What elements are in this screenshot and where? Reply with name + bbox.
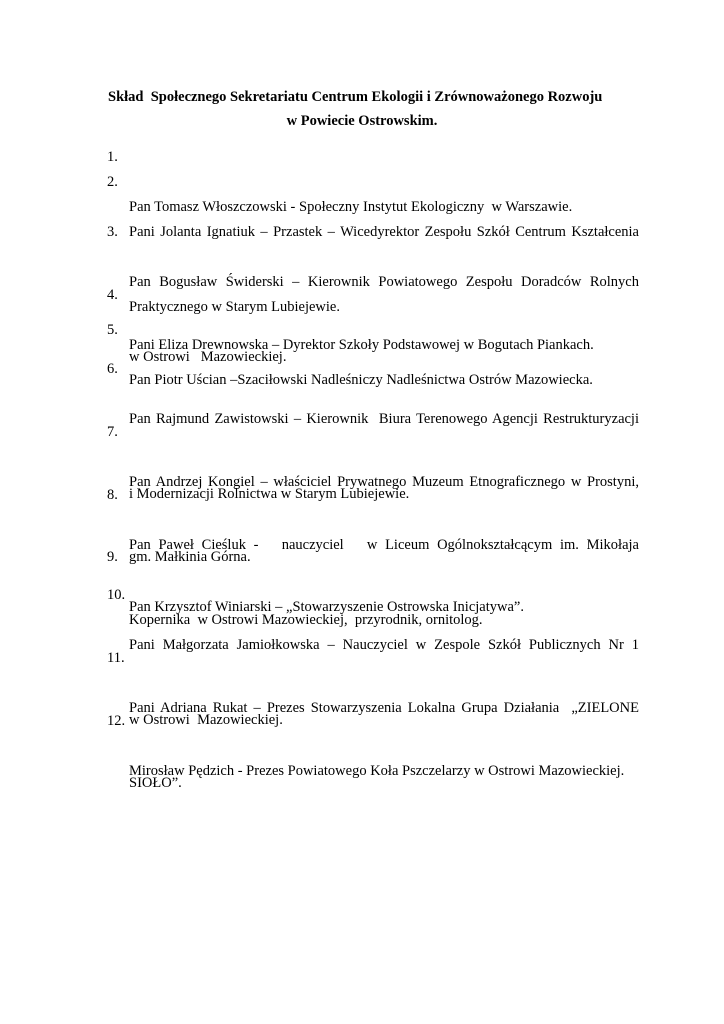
list-item-line: Pani Eliza Drewnowska – Dyrektor Szkoły Podstawowej w Bogutach Piankach. xyxy=(129,337,594,353)
document-title-line-1: Skład Społecznego Sekretariatu Centrum Ekologii i Zrównoważonego Rozwoju xyxy=(108,89,603,105)
list-item-line: gm. Małkinia Górna. xyxy=(129,549,251,565)
list-item-number: 3. xyxy=(107,224,118,240)
list-item-number: 2. xyxy=(107,174,118,190)
list-item-line: Pan Andrzej Kongiel – właściciel Prywatnego Muzeum Etnograficznego w Prostyni, xyxy=(129,474,639,490)
list-item-line: Pan Rajmund Zawistowski – Kierownik Biura Terenowego Agencji Restrukturyzacji xyxy=(129,411,639,427)
list-item-number: 6. xyxy=(107,361,118,377)
list-item-number: 8. xyxy=(107,487,118,503)
list-item-number: 9. xyxy=(107,549,118,565)
list-item-line: w Ostrowi Mazowieckiej. xyxy=(129,349,287,365)
list-item-line: Pani Adriana Rukat – Prezes Stowarzyszenia Lokalna Grupa Działania „ZIELONE xyxy=(129,700,639,716)
list-item-line: Pani Jolanta Ignatiuk – Przastek – Wicedyrektor Zespołu Szkół Centrum Kształcenia xyxy=(129,224,639,240)
list-item-number: 7. xyxy=(107,424,118,440)
list-item-line: Pan Piotr Uścian –Szaciłowski Nadleśniczy Nadleśnictwa Ostrów Mazowiecka. xyxy=(129,372,593,388)
document-title-line-2: w Powiecie Ostrowskim. xyxy=(286,113,438,129)
list-item-text xyxy=(129,709,639,834)
list-item-line: Praktycznego w Starym Lubiejewie. xyxy=(129,299,340,315)
list-item-number: 10. xyxy=(107,587,126,603)
list-item-number: 1. xyxy=(107,149,118,165)
list-item-line: Mirosław Pędzich - Prezes Powiatowego Koła Pszczelarzy w Ostrowi Mazowieckiej. xyxy=(129,763,625,779)
list-item-line: Pan Paweł Cieśluk - nauczyciel w Liceum Ogólnokształcącym im. Mikołaja xyxy=(129,537,639,553)
list-item-number: 12. xyxy=(107,713,126,729)
list-item-line: Pan Tomasz Włoszczowski - Społeczny Instytut Ekologiczny w Warszawie. xyxy=(129,199,573,215)
list-item-number: 11. xyxy=(107,650,125,666)
list-item-line: w Ostrowi Mazowieckiej. xyxy=(129,712,283,728)
list-item-12 xyxy=(107,709,639,834)
list-item-line: SIOŁO”. xyxy=(129,775,182,791)
list-item-line: Pani Małgorzata Jamiołkowska – Nauczyciel w Zespole Szkół Publicznych Nr 1 xyxy=(129,637,639,653)
list-item-number: 5. xyxy=(107,322,118,338)
list-item-line: Kopernika w Ostrowi Mazowieckiej, przyrodnik, ornitolog. xyxy=(129,612,483,628)
list-item-line: i Modernizacji Rolnictwa w Starym Lubiejewie. xyxy=(129,486,410,502)
list-item-line: Pan Krzysztof Winiarski – „Stowarzyszenie Ostrowska Inicjatywa”. xyxy=(129,599,524,615)
list-item-number: 4. xyxy=(107,287,118,303)
list-item-line: Pan Bogusław Świderski – Kierownik Powiatowego Zespołu Doradców Rolnych xyxy=(129,274,639,290)
